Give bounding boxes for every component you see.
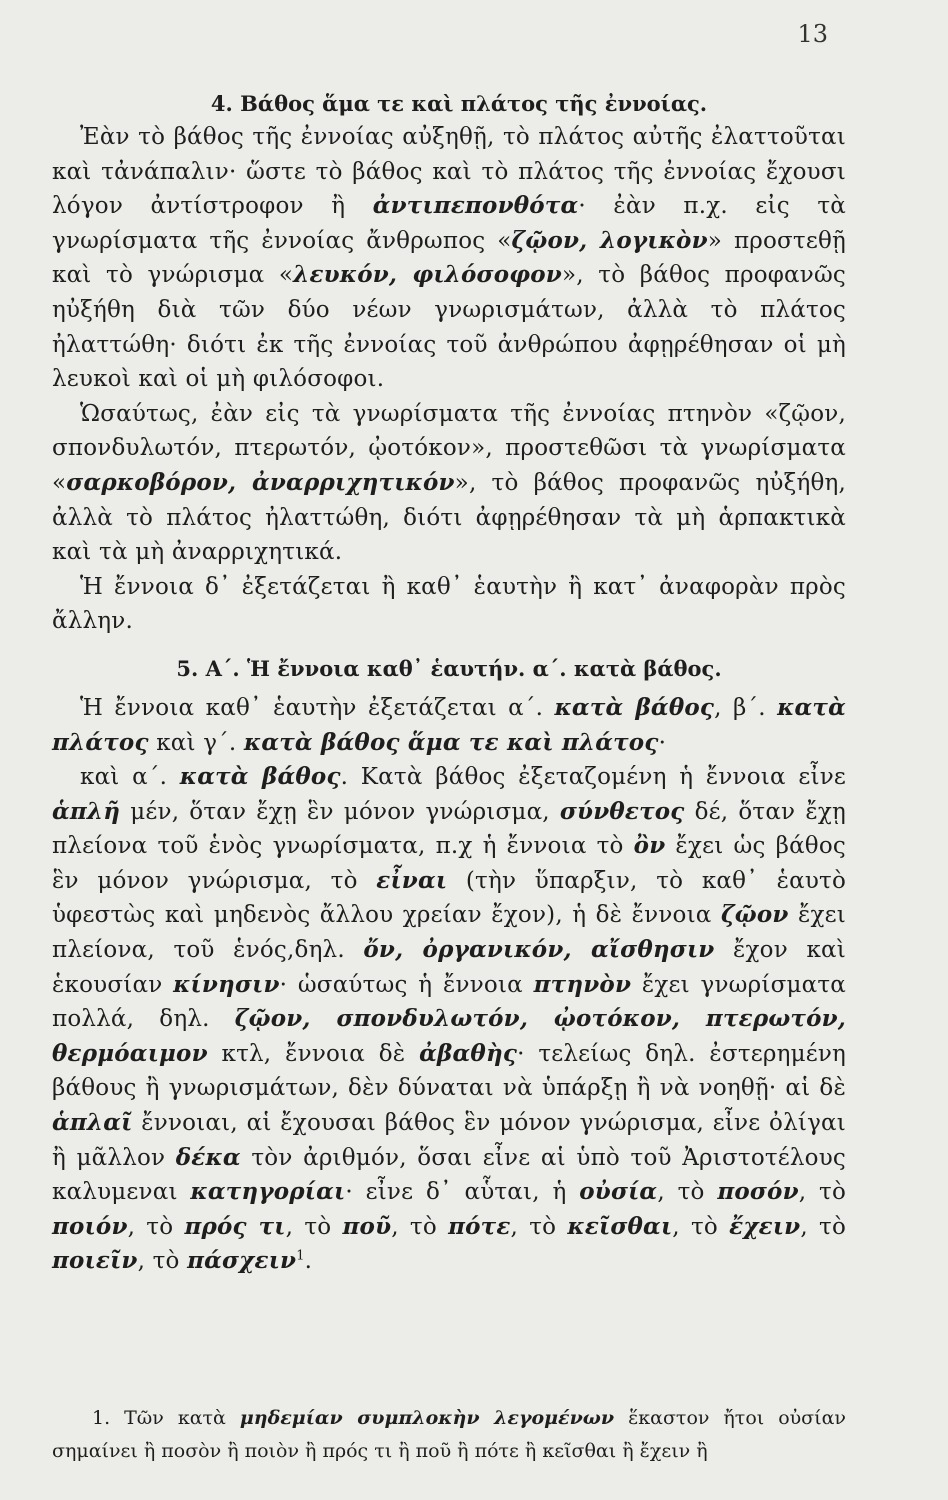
footnote: 1. Τῶν κατὰ μηδεμίαν συμπλοκὴν λεγομένων ἕκαστον ἤτοι οὐσίαν σημαίνει ἢ ποσὸν ἢ ποιὸν ἢ πρός τι ἢ ποῦ ἢ πότε ἢ κεῖσθαι ἢ ἔχειν ἢ	[52, 1407, 846, 1462]
section-4-heading: 4. Βάθος ἅμα τε καὶ πλάτος τῆς ἐννοίας.	[210, 91, 708, 116]
section-4-paragraph-2: Ὡσαύτως, ἐὰν εἰς τὰ γνωρίσματα τῆς ἐννοίας πτηνὸν «ζῷον, σπονδυλωτόν, πτερωτόν, ᾠοτόκον», προστεθῶσι τὰ γνωρίσματα «σαρκοβόρον, ἀναρριχητικόν», τὸ βάθος προφανῶς ηὐξήθη, ἀλλὰ τὸ πλάτος ἠλαττώθη, διότι ἀφῃρέθησαν τὰ μὴ ἁρπακτικὰ καὶ τὰ μὴ ἀναρριχητικά.	[52, 400, 846, 566]
page-number: 13	[797, 20, 828, 48]
section-5-heading: 5. Α΄. Ἡ ἔννοια καθ᾽ ἑαυτήν. α΄. κατὰ βάθος.	[176, 655, 722, 681]
main-text	[52, 88, 846, 1279]
section-5-paragraph-2: καὶ α΄. κατὰ βάθος. Κατὰ βάθος ἐξεταζομένη ἡ ἔννοια εἶνε ἁπλῆ μέν, ὅταν ἔχῃ ἓν μόνον γνώρισμα, σύνθετος δέ, ὅταν ἔχῃ πλείονα τοῦ ἑνὸς γνωρίσματα, π.χ ἡ ἔννοια τὸ ὂν ἔχει ὡς βάθος ἓν μόνον γνώρισμα, τὸ εἶναι (τὴν ὕπαρξιν, τὸ καθ᾽ ἑαυτὸ ὑφεστὼς καὶ μηδενὸς ἄλλου χρείαν ἔχον), ἡ δὲ ἔννοια ζῷον ἔχει πλείονα, τοῦ ἑνός,δηλ. ὄν, ὀργανικόν, αἴσθησιν ἔχον καὶ ἑκουσίαν κίνησιν· ὡσαύτως ἡ ἔννοια πτηνὸν ἔχει γνωρίσματα πολλά, δηλ. ζῷον, σπονδυλωτόν, ᾠοτόκον, πτερωτόν, θερμόαιμον κτλ, ἔννοια δὲ ἀβαθὴς· τελείως δηλ. ἐστερημένη βάθους ἢ γνωρισμάτων, δὲν δύναται νὰ ὑπάρξῃ ἢ νὰ νοηθῇ· αἱ δὲ ἁπλαῖ ἔννοιαι, αἱ ἔχουσαι βάθος ἓν μόνον γνώρισμα, εἶνε ὀλίγαι ἢ μᾶλλον δέκα τὸν ἀριθμόν, ὅσαι εἶνε αἱ ὑπὸ τοῦ Ἀριστοτέλους καλυμεναι κατηγορίαι· εἶνε δ᾽ αὗται, ἡ οὐσία, τὸ ποσόν, τὸ ποιόν, τὸ πρός τι, τὸ ποῦ, τὸ πότε, τὸ κεῖσθαι, τὸ ἔχειν, τὸ ποιεῖν, τὸ πάσχειν$^1$.	[52, 763, 847, 1275]
footnote-marker: 1	[296, 1248, 305, 1264]
section-5-paragraph-1: Ἡ ἔννοια καθ᾽ ἑαυτὴν ἐξετάζεται α΄. κατὰ βάθος, β΄. κατὰ πλάτος καὶ γ΄. κατὰ βάθος ἅμα τε καὶ πλάτος·	[52, 693, 846, 756]
footnote-number: 1.	[92, 1407, 111, 1429]
section-4-paragraph-3: Ἡ ἔννοια δ᾽ ἐξετάζεται ἢ καθ᾽ ἑαυτὴν ἢ κατ᾽ ἀναφορὰν πρὸς ἄλλην.	[52, 573, 846, 635]
section-4-paragraph-1: Ἐὰν τὸ βάθος τῆς ἐννοίας αὐξηθῇ, τὸ πλάτος αὐτῆς ἐλαττοῦται καὶ τἀνάπαλιν· ὥστε τὸ βάθος καὶ τὸ πλάτος τῆς ἐννοίας ἔχουσι λόγον ἀντίστροφον ἢ ἀντιπεπονθότα· ἐὰν π.χ. εἰς τὰ γνωρίσματα τῆς ἐννοίας ἄνθρωπος «ζῷον, λογικὸν» προστεθῇ καὶ τὸ γνώρισμα «λευκόν, φιλόσοφον», τὸ βάθος προφανῶς ηὐξήθη διὰ τῶν δύο νέων γνωρισμάτων, ἀλλὰ τὸ πλάτος ἠλαττώθη· διότι ἐκ τῆς ἐννοίας τοῦ ἀνθρώπου ἀφῃρέθησαν οἱ μὴ λευκοὶ καὶ οἱ μὴ φιλόσοφοι.	[52, 124, 847, 393]
